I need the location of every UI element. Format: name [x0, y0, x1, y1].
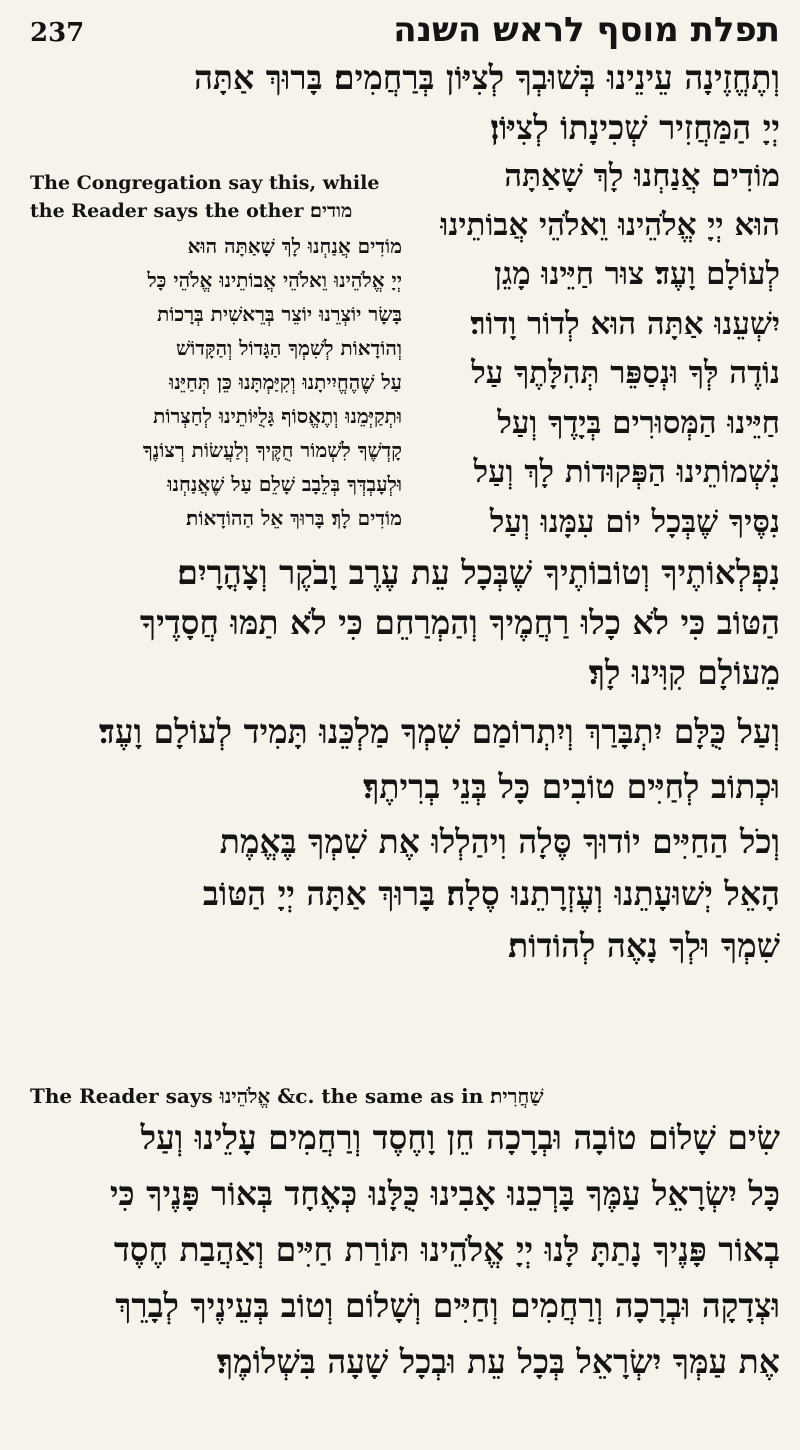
- reader-instruction: [30, 1084, 770, 1109]
- modim-derabanan-line: וְהוֹדָאוֹת לְשִׁמְךָ הַגָּדוֹל וְהַקָּדוֹשׁ: [175, 336, 402, 360]
- continuation-line: הָאֵל יְשׁוּעָתֵנוּ וְעֶזְרָתֵנוּ סֶלָה׃ בָּרוּךְ אַתָּה יְיָ הַטּוֹב: [202, 874, 780, 913]
- continuation-line: וְכֹל הַחַיִּים יוֹדוּךָ סֶּלָה וִיהַלְלוּ אֶת שִׁמְךָ בֶּאֱמֶת: [219, 822, 780, 861]
- modim-line: נִסֶּיךָ שֶׁבְּכָל יוֹם עִמָּנוּ וְעַל: [489, 504, 780, 540]
- sim-shalom-line: וּצְדָקָה וּבְרָכָה וְרַחֲמִים וְחַיִּים וְשָׁלוֹם וְטוֹב בְּעֵינֶיךָ לְבָרֵךְ: [115, 1286, 780, 1325]
- modim-derabanan-line: יְיָ אֱלֹהֵינוּ וֵאלֹהֵי אֲבוֹתֵינוּ אֱלֹהֵי כָּל: [147, 268, 402, 292]
- continuation-line: נִפְלְאוֹתֶיךָ וְטוֹבוֹתֶיךָ שֶׁבְּכָל עֵת עֶרֶב וָבֹקֶר וְצָהֳרָיִם׃: [177, 553, 780, 592]
- opening-line: וְתֶחֱזֶינָה עֵינֵינוּ בְּשׁוּבְךָ לְצִיּוֹן בְּרַחֲמִים׃ בָּרוּךְ אַתָּה: [193, 58, 780, 97]
- continuation-line: וְעַל כֻּלָּם יִתְבָּרַךְ וְיִתְרוֹמַם שִׁמְךָ מַלְכֵּנוּ תָּמִיד לְעוֹלָם וָעֶד׃: [99, 712, 780, 751]
- congregation-instruction: [30, 172, 400, 194]
- opening-line: יְיָ הַמַּחֲזִיר שְׁכִינָתוֹ לְצִיּוֹן׃: [490, 108, 780, 147]
- reader-hebrew: שַׁחֲרִית׃: [490, 1084, 544, 1108]
- congregation-instruction: [30, 200, 400, 223]
- modim-line: הוּא יְיָ אֱלֹהֵינוּ וֵאלֹהֵי אֲבוֹתֵינוּ: [440, 207, 780, 243]
- modim-line: לְעוֹלָם וָעֶד׃ צוּר חַיֵּינוּ מָגֵן: [494, 256, 780, 292]
- modim-derabanan-line: מוֹדִים לָךְ׃ בָּרוּךְ אֵל הַהוֹדָאוֹת׃: [186, 506, 402, 530]
- continuation-line: הַטּוֹב כִּי לֹא כָלוּ רַחֲמֶיךָ וְהַמְרַחֵם כִּי לֹא תַמּוּ חֲסָדֶיךָ: [139, 603, 780, 642]
- page-title: תפלת מוסף לראש השנה: [393, 10, 780, 50]
- modim-derabanan-line: וּלְעָבְדְּךָ בְּלֵבָב שָׁלֵם עַל שֶׁאֲנַחְנוּ: [167, 472, 402, 496]
- modim-line: מוֹדִים אֲנַחְנוּ לָךְ שָׁאַתָּה: [504, 158, 780, 194]
- modim-derabanan-line: קָדְשֶׁךָ לִשְׁמוֹר חֻקֶּיךָ וְלַעֲשׂוֹת רְצוֹנֶךָ: [142, 438, 402, 462]
- modim-line: נִשְׁמוֹתֵינוּ הַפְּקוּדוֹת לָךְ וְעַל: [473, 454, 780, 490]
- sim-shalom-line: בְאוֹר פָּנֶיךָ נָתַתָּ לָּנוּ יְיָ אֱלֹהֵינוּ תּוֹרַת חַיִּים וְאַהֲבַת חֶסֶד: [113, 1230, 780, 1269]
- modim-derabanan-line: בָּשָׂר יוֹצְרֵנוּ יוֹצֵר בְּרֵאשִׁית בְּרָכוֹת: [157, 302, 402, 326]
- continuation-line: שִׁמְךָ וּלְךָ נָאֶה לְהוֹדוֹת׃: [508, 926, 780, 965]
- sim-shalom-line: כָּל יִשְׂרָאֵל עַמֶּךָ בָּרְכֵנוּ אָבִינוּ כֻּלָּנוּ כְּאֶחָד בְּאוֹר פָּנֶיךָ כִּי: [109, 1174, 780, 1213]
- continuation-line: וּכְתוֹב לְחַיִּים טוֹבִים כָּל בְּנֵי בְרִיתֶךָ׃: [363, 767, 780, 806]
- sim-shalom-line: שִׂים שָׁלוֹם טוֹבָה וּבְרָכָה חֵן וָחֶסֶד וְרַחֲמִים עָלֵינוּ וְעַל: [140, 1118, 780, 1157]
- instruction-hebrew: מודים׃: [310, 200, 353, 222]
- page-number: 237: [30, 18, 85, 48]
- modim-line: נוֹדֶה לְּךָ וּנְסַפֵּר תְּהִלָּתֶךָ עַל: [471, 355, 780, 391]
- instruction-text: the Reader says the other: [30, 200, 304, 222]
- modim-line: יִשְׁעֵנוּ אַתָּה הוּא לְדוֹר וָדוֹר׃: [470, 306, 780, 342]
- sim-shalom-line: אֶת עַמְּךָ יִשְׂרָאֵל בְּכָל עֵת וּבְכָל שָׁעָה בִּשְׁלוֹמֶךָ׃: [216, 1342, 780, 1381]
- reader-text: &c. the same as in: [277, 1084, 484, 1108]
- reader-hebrew: אֱלֹהֵינוּ: [219, 1084, 271, 1108]
- modim-derabanan-line: מוֹדִים אֲנַחְנוּ לָךְ שָׁאַתָּה הוּא: [187, 234, 402, 258]
- modim-derabanan-line: עַל שֶׁהֶחֱיִיתָנוּ וְקִיַּמְתָּנוּ כֵּן תְּחַיֵּנוּ: [169, 370, 402, 394]
- modim-line: חַיֵּינוּ הַמְּסוּרִים בְּיָדֶךָ וְעַל: [497, 405, 780, 441]
- instruction-text: The Congregation say this, while: [30, 172, 380, 194]
- continuation-line: מֵעוֹלָם קִוִּינוּ לָךְ׃: [588, 653, 780, 692]
- reader-text: The Reader says: [30, 1084, 213, 1108]
- modim-derabanan-line: וּתְקַיְּמֵנוּ וְתֶאֱסוֹף גָּלֻיּוֹתֵינוּ לְחַצְרוֹת: [153, 404, 402, 428]
